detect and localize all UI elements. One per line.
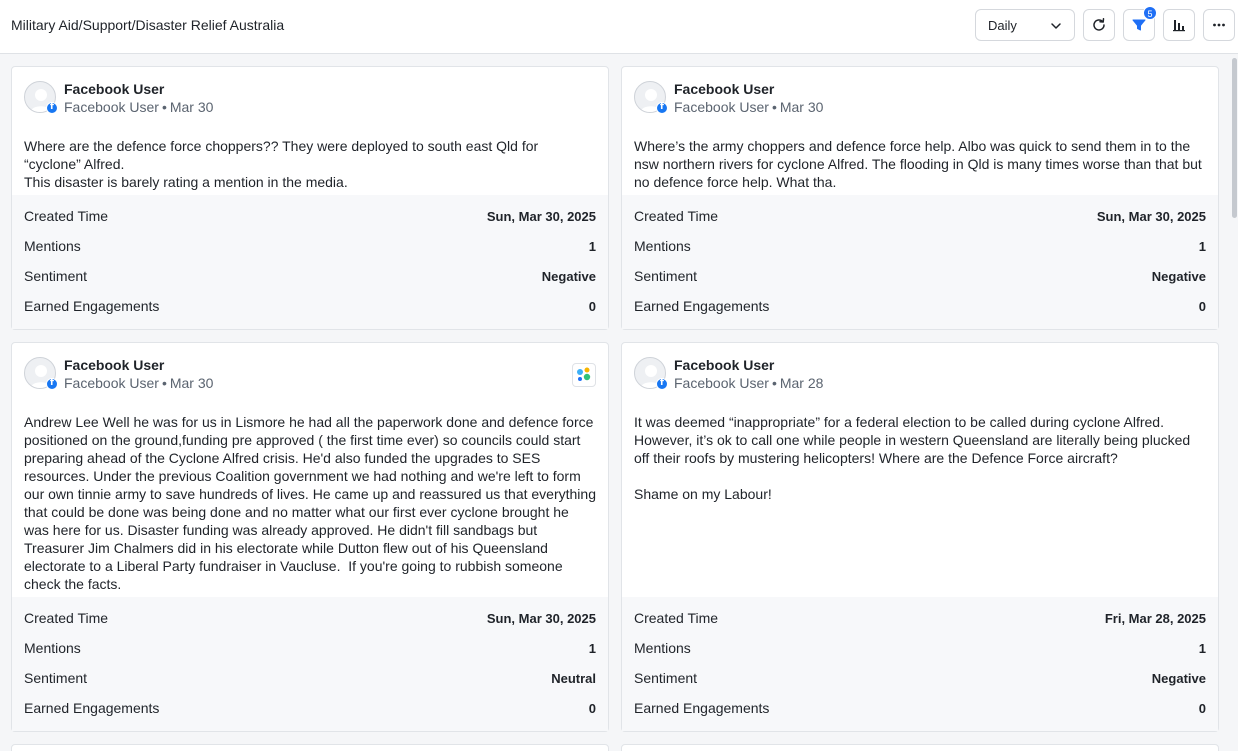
- metric-value: 1: [1198, 238, 1206, 254]
- facebook-icon: f: [656, 378, 668, 390]
- metric-earned-engagements: [634, 291, 1206, 321]
- metric-created-time: [24, 201, 596, 231]
- post-card[interactable]: [11, 744, 609, 751]
- post-source: Facebook User: [674, 99, 769, 115]
- metric-created-time: [634, 201, 1206, 231]
- metric-value: Negative: [541, 268, 596, 284]
- metric-earned-engagements: [24, 291, 596, 321]
- separator-dot: •: [161, 375, 167, 391]
- chevron-down-icon: [1050, 20, 1062, 32]
- post-header: [12, 67, 608, 123]
- post-card[interactable]: [621, 342, 1219, 732]
- separator-dot: •: [771, 99, 777, 115]
- post-author[interactable]: Facebook User: [674, 81, 775, 97]
- post-text: It was deemed “inappropriate” for a federal election to be called during cyclone Alfred. However, it’s ok to call one while people in western Queensland are literally being plucked off their roofs by mustering helicopters! Where are the Defence Force aircraft? Shame on my Labour!: [634, 414, 1191, 502]
- metric-created-time: [634, 603, 1206, 633]
- metric-label: Sentiment: [24, 670, 88, 686]
- post-author[interactable]: Facebook User: [64, 357, 165, 373]
- page-scrollbar[interactable]: [1232, 58, 1237, 218]
- post-source: Facebook User: [64, 375, 159, 391]
- refresh-button[interactable]: [1083, 9, 1115, 41]
- post-date: Mar 30: [169, 375, 214, 391]
- post-date: Mar 28: [779, 375, 824, 391]
- post-source: Facebook User: [674, 375, 769, 391]
- chart-view-button[interactable]: [1163, 9, 1195, 41]
- post-header: [12, 343, 608, 399]
- metric-label: Earned Engagements: [634, 700, 770, 716]
- metric-value: Sun, Mar 30, 2025: [486, 610, 596, 626]
- post-card[interactable]: [11, 66, 609, 330]
- period-dropdown[interactable]: [975, 9, 1075, 41]
- post-card[interactable]: [621, 744, 1219, 751]
- post-header: [622, 67, 1218, 123]
- metric-mentions: [634, 231, 1206, 261]
- metric-value: Negative: [1151, 670, 1206, 686]
- period-dropdown-value: Daily: [988, 17, 1017, 33]
- post-meta: [674, 99, 823, 115]
- facebook-icon: f: [46, 378, 58, 390]
- filter-icon: [1131, 17, 1147, 33]
- metric-value: 1: [588, 640, 596, 656]
- metric-label: Sentiment: [24, 268, 88, 284]
- post-author[interactable]: Facebook User: [674, 357, 775, 373]
- post-metrics: [12, 195, 608, 329]
- post-meta: [64, 99, 213, 115]
- metric-label: Created Time: [634, 208, 719, 224]
- post-card[interactable]: [621, 66, 1219, 330]
- metric-value: Fri, Mar 28, 2025: [1104, 610, 1206, 626]
- metric-value: 1: [1198, 640, 1206, 656]
- post-header: [622, 343, 1218, 399]
- post-text: Where are the defence force choppers?? They were deployed to south east Qld for “cyclone” Alfred. This disaster is barely rating a mention in the media.: [24, 138, 539, 190]
- colored-dots-icon: [573, 364, 595, 386]
- bar-chart-icon: [1171, 17, 1187, 33]
- post-metrics: [622, 597, 1218, 731]
- metric-earned-engagements: [24, 693, 596, 723]
- post-meta: [64, 375, 213, 391]
- more-horizontal-icon: [1211, 17, 1227, 33]
- facebook-icon: f: [656, 102, 668, 114]
- app-logo-icon[interactable]: [572, 363, 596, 387]
- metric-label: Created Time: [24, 208, 109, 224]
- separator-dot: •: [771, 375, 777, 391]
- facebook-icon: f: [46, 102, 58, 114]
- metric-label: Earned Engagements: [634, 298, 770, 314]
- metric-label: Earned Engagements: [24, 298, 160, 314]
- post-card[interactable]: [11, 342, 609, 732]
- post-text: Where’s the army choppers and defence force help. Albo was quick to send them in to the nsw northern rivers for cyclone Alfred. The flooding in Qld is many times worse than that but no defence force help. What tha.: [634, 138, 1206, 190]
- metric-mentions: [24, 231, 596, 261]
- metric-label: Mentions: [634, 640, 691, 656]
- metric-value: Neutral: [551, 670, 596, 686]
- metric-label: Sentiment: [634, 268, 698, 284]
- post-metrics: [622, 195, 1218, 329]
- metric-created-time: [24, 603, 596, 633]
- post-source: Facebook User: [64, 99, 159, 115]
- post-text: Andrew Lee Well he was for us in Lismore he had all the paperwork done and defence force positioned on the ground,funding pre approved ( the first time ever) so councils could start preparing ahead of the Cyclone Alfred crisis. He'd also funded the upgrades to SES resources. Under the previous Coalition government we had nothing and we're left to form our own tinnie army to save hundreds of lives. He came up and reassured us that everything that could be done was being done and no matter what our first ever cyclone brought he was here for us. Disaster funding was already approved. He didn't fill sandbags but Treasurer Jim Chalmers did in his electorate while Dutton flew out of his Queensland electorate to a Liberal Party fundraiser in Vaucluse. If you're going to rubbish someone check the facts.: [24, 414, 600, 592]
- metric-label: Sentiment: [634, 670, 698, 686]
- metric-label: Created Time: [634, 610, 719, 626]
- metric-value: Sun, Mar 30, 2025: [486, 208, 596, 224]
- metric-sentiment: [24, 663, 596, 693]
- metric-value: Sun, Mar 30, 2025: [1096, 208, 1206, 224]
- post-date: Mar 30: [169, 99, 214, 115]
- metric-label: Mentions: [634, 238, 691, 254]
- post-meta: [674, 375, 823, 391]
- metric-value: 0: [588, 298, 596, 314]
- metric-value: 1: [588, 238, 596, 254]
- metric-mentions: [634, 633, 1206, 663]
- top-bar: [0, 0, 1238, 54]
- filter-button[interactable]: [1123, 9, 1155, 41]
- metric-sentiment: [634, 663, 1206, 693]
- metric-mentions: [24, 633, 596, 663]
- refresh-icon: [1091, 17, 1107, 33]
- separator-dot: •: [161, 99, 167, 115]
- metric-value: 0: [588, 700, 596, 716]
- metric-value: 0: [1198, 700, 1206, 716]
- metric-label: Earned Engagements: [24, 700, 160, 716]
- metric-value: Negative: [1151, 268, 1206, 284]
- post-grid: [11, 66, 1219, 751]
- filter-count-badge: 5: [1143, 6, 1157, 20]
- metric-earned-engagements: [634, 693, 1206, 723]
- metric-value: 0: [1198, 298, 1206, 314]
- more-options-button[interactable]: [1203, 9, 1235, 41]
- metric-label: Created Time: [24, 610, 109, 626]
- metric-sentiment: [634, 261, 1206, 291]
- page-title: Military Aid/Support/Disaster Relief Australia: [11, 17, 285, 33]
- post-author[interactable]: Facebook User: [64, 81, 165, 97]
- post-metrics: [12, 597, 608, 731]
- post-date: Mar 30: [779, 99, 824, 115]
- metric-sentiment: [24, 261, 596, 291]
- metric-label: Mentions: [24, 640, 81, 656]
- metric-label: Mentions: [24, 238, 81, 254]
